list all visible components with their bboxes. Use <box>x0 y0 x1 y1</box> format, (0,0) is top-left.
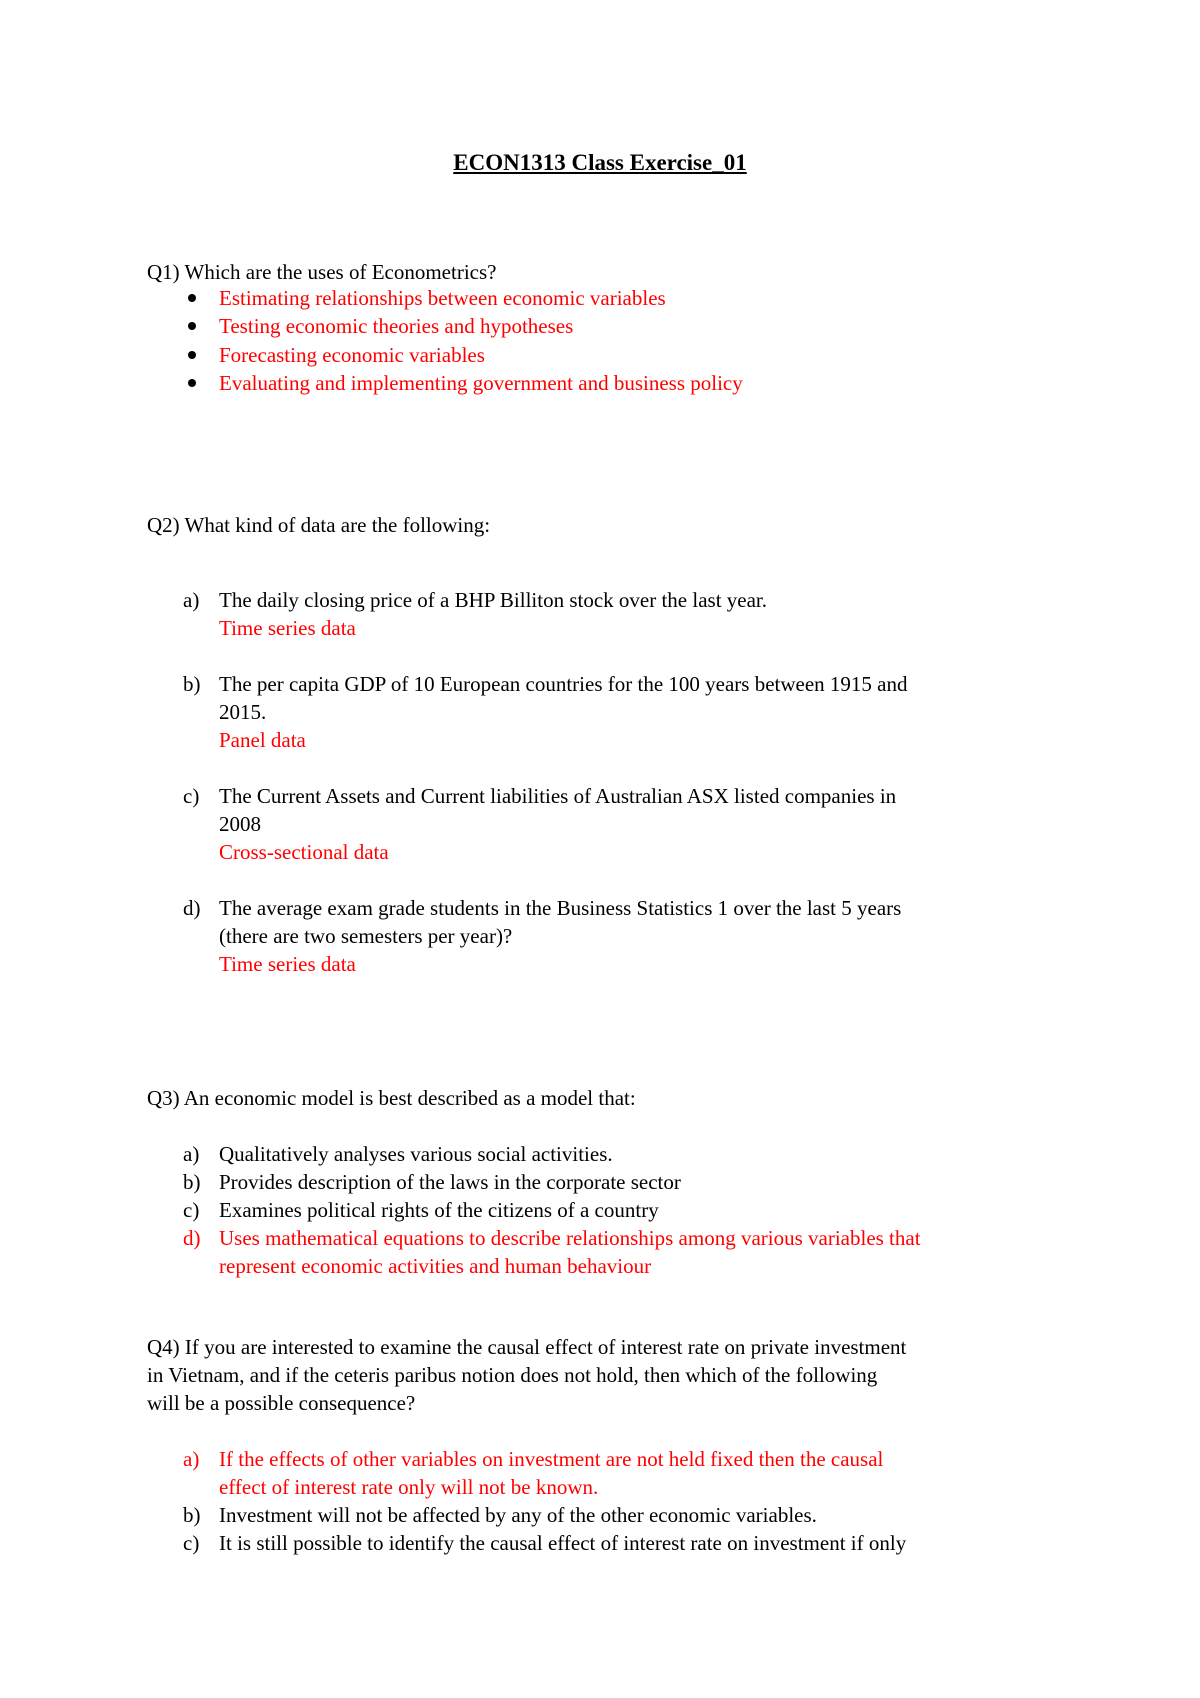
q2-item-d-text-line1: The average exam grade students in the Business Statistics 1 over the last 5 years <box>219 896 902 920</box>
bullet-icon <box>188 351 196 359</box>
q2-question: Q2) What kind of data are the following: <box>147 513 491 537</box>
q4-option-c-label: c) <box>183 1531 200 1555</box>
q2-item-a-text: The daily closing price of a BHP Billiton stock over the last year. <box>219 588 768 612</box>
bullet-icon <box>188 294 196 302</box>
q1-answer-4: Evaluating and implementing government and business policy <box>219 371 743 395</box>
q4-question-line2: in Vietnam, and if the ceteris paribus notion does not hold, then which of the following <box>147 1363 878 1387</box>
page-title: ECON1313 Class Exercise_01 <box>453 150 747 175</box>
q3-option-c-text: Examines political rights of the citizens of a country <box>219 1198 659 1222</box>
q4-question-line1: Q4) If you are interested to examine the causal effect of interest rate on private investment <box>147 1335 907 1359</box>
q2-item-c-answer: Cross-sectional data <box>219 840 389 864</box>
q4-option-b-text: Investment will not be affected by any of the other economic variables. <box>219 1503 817 1527</box>
q4-option-b-label: b) <box>183 1503 201 1527</box>
q2-item-c-text-line1: The Current Assets and Current liabilities of Australian ASX listed companies in <box>219 784 897 808</box>
q2-item-b-answer: Panel data <box>219 728 306 752</box>
q3-option-c-label: c) <box>183 1198 200 1222</box>
q4-option-a-text-line2: effect of interest rate only will not be known. <box>219 1475 599 1499</box>
q2-item-b-label: b) <box>183 672 201 696</box>
q2-item-c-text-line2: 2008 <box>219 812 261 836</box>
q3-option-b-label: b) <box>183 1170 201 1194</box>
q3-option-b-text: Provides description of the laws in the corporate sector <box>219 1170 681 1194</box>
q4-option-c-text: It is still possible to identify the causal effect of interest rate on investment if only <box>219 1531 907 1555</box>
q3-option-d-text-line2: represent economic activities and human behaviour <box>219 1254 652 1278</box>
q4-option-a-label: a) <box>183 1447 200 1471</box>
q2-item-b-text-line1: The per capita GDP of 10 European countries for the 100 years between 1915 and <box>219 672 908 696</box>
q3-option-a-label: a) <box>183 1142 200 1166</box>
q4-question-line3: will be a possible consequence? <box>147 1391 416 1415</box>
bullet-icon <box>188 322 196 330</box>
q2-item-a-label: a) <box>183 588 200 612</box>
q3-question: Q3) An economic model is best described as a model that: <box>147 1086 636 1110</box>
q2-item-a-answer: Time series data <box>219 616 356 640</box>
q2-item-b-text-line2: 2015. <box>219 700 267 724</box>
q3-option-a-text: Qualitatively analyses various social activities. <box>219 1142 613 1166</box>
q2-item-d-text-line2: (there are two semesters per year)? <box>219 924 513 948</box>
q1-answer-3: Forecasting economic variables <box>219 343 485 367</box>
q2-item-d-label: d) <box>183 896 201 920</box>
q2-item-d-answer: Time series data <box>219 952 356 976</box>
q4-option-a-text-line1: If the effects of other variables on investment are not held fixed then the causal <box>219 1447 884 1471</box>
q3-option-d-text-line1: Uses mathematical equations to describe relationships among various variables that <box>219 1226 921 1250</box>
bullet-icon <box>188 379 196 387</box>
q2-item-c-label: c) <box>183 784 200 808</box>
q1-answer-1: Estimating relationships between economic variables <box>219 286 666 310</box>
q1-answer-2: Testing economic theories and hypotheses <box>219 314 574 338</box>
q1-question: Q1) Which are the uses of Econometrics? <box>147 260 497 284</box>
q3-option-d-label: d) <box>183 1226 201 1250</box>
